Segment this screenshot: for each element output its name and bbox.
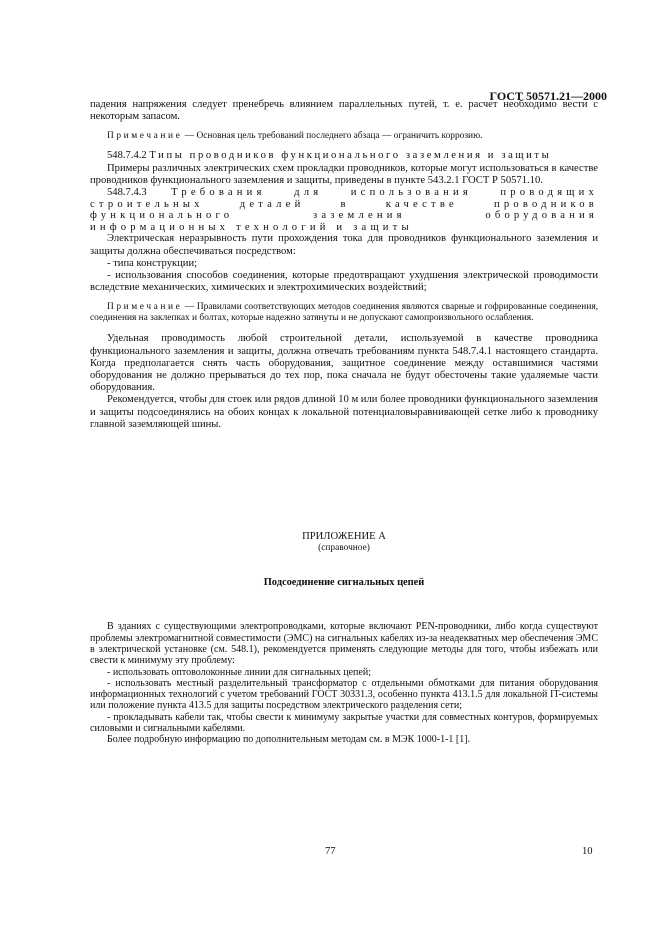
appendix — [90, 531, 598, 746]
paragraph: В зданиях с существующими электропроводками, которые включают PEN-проводники, либо когда существуют проблемы электромагнитной совместимости (ЭМС) на сигнальных кабелях из-за неадекватных мер обеспечения ЭМС в электрической установке (см. 548.1), рекомендуется применять следующие методы для того, чтобы избежать или свести к минимуму эту проблему: — [90, 621, 598, 667]
section-number: 548.7.4.3 — [107, 187, 172, 199]
list-item: - типа конструкции; — [107, 257, 198, 269]
appendix-subtitle: (справочное) — [318, 543, 370, 554]
section-heading — [90, 150, 598, 162]
note-label: Примечание — [107, 131, 183, 142]
section-heading — [90, 187, 598, 233]
document-header: ГОСТ 50571.21—2000 — [489, 89, 607, 103]
list-item: - использования способов соединения, которые предотвращают ухудшения электрической проводимости вследствие механических, химических и электрохимических воздействий; — [90, 270, 598, 294]
paragraph: Рекомендуется, чтобы для стоек или рядов длиной 10 м или более проводники функционального заземления и защиты подсоединялись на обоих концах к локальной потенциаловыравнивающей сетке либо к проводнику главной заземляющей шины. — [90, 394, 598, 430]
note-label: Примечание — [107, 302, 183, 313]
paragraph: Примеры различных электрических схем прокладки проводников, которые могут использоваться в качестве проводников функционального заземления и защиты, приведены в пункте 543.2.1 ГОСТ Р 50571.10. — [90, 162, 598, 186]
main-text — [90, 99, 598, 431]
note-text: — Правилами соответствующих методов соединения являются сварные и гофрированные соединения, соединения на заклепках и болтах, которые надежно затянуты и не допускают самопроизвольного ослабления. — [90, 302, 598, 324]
note-text: — Основная цель требований последнего абзаца — ограничить коррозию. — [182, 131, 483, 142]
paragraph: Удельная проводимость любой строительной детали, используемой в качестве проводника функционального заземления и защиты, должна отвечать требованиям пункта 548.7.4.1 настоящего стандарта. Когда предполагается снять часть оборудования, защитное соединение между оставшимися частями оборудования не должно прерываться до тех пор, пока сначала не будут обесточены такие удаляемые части оборудования. — [90, 333, 598, 394]
page-number: 77 — [325, 846, 336, 857]
appendix-heading: Подсоединение сигнальных цепей — [263, 577, 425, 589]
list-item: - использовать местный разделительный трансформатор с отдельными обмотками для питания оборудования информационных технологий с учетом требований ГОСТ 30331.3, особенно пункта 413.1.5 для локальной IT-системы или положение пункта 413.5 для защиты посредством электрического разделения сети; — [90, 677, 598, 712]
list-item: - использовать оптоволоконные линии для сигнальных цепей; — [107, 666, 371, 678]
paragraph: Более подробную информацию по дополнительным методам см. в МЭК 1000-1-1 [1]. — [107, 734, 471, 746]
paragraph: падения напряжения следует пренебречь влиянием параллельных путей, т. е. расчет необходимо вести с некоторым запасом. — [90, 99, 598, 123]
section-title: Типы проводников функционального заземления и защиты — [149, 150, 552, 162]
paragraph: Электрическая неразрывность пути прохождения тока для проводников функционального заземления и защиты должна обеспечиваться посредством: — [90, 233, 598, 257]
section-title: Требования для использования проводящих строительных деталей в качестве проводников функционального заземления оборудования информационных технологий и защиты — [90, 187, 599, 233]
sheet-number: 10 — [582, 846, 593, 857]
note — [90, 131, 598, 142]
list-item: - прокладывать кабели так, чтобы свести к минимуму закрытые участки для совместных контуров, формируемых силовыми и сигнальными кабелями. — [90, 711, 598, 735]
section-number: 548.7.4.2 — [107, 150, 150, 162]
note — [90, 302, 598, 324]
appendix-title: ПРИЛОЖЕНИЕ А — [302, 531, 386, 542]
